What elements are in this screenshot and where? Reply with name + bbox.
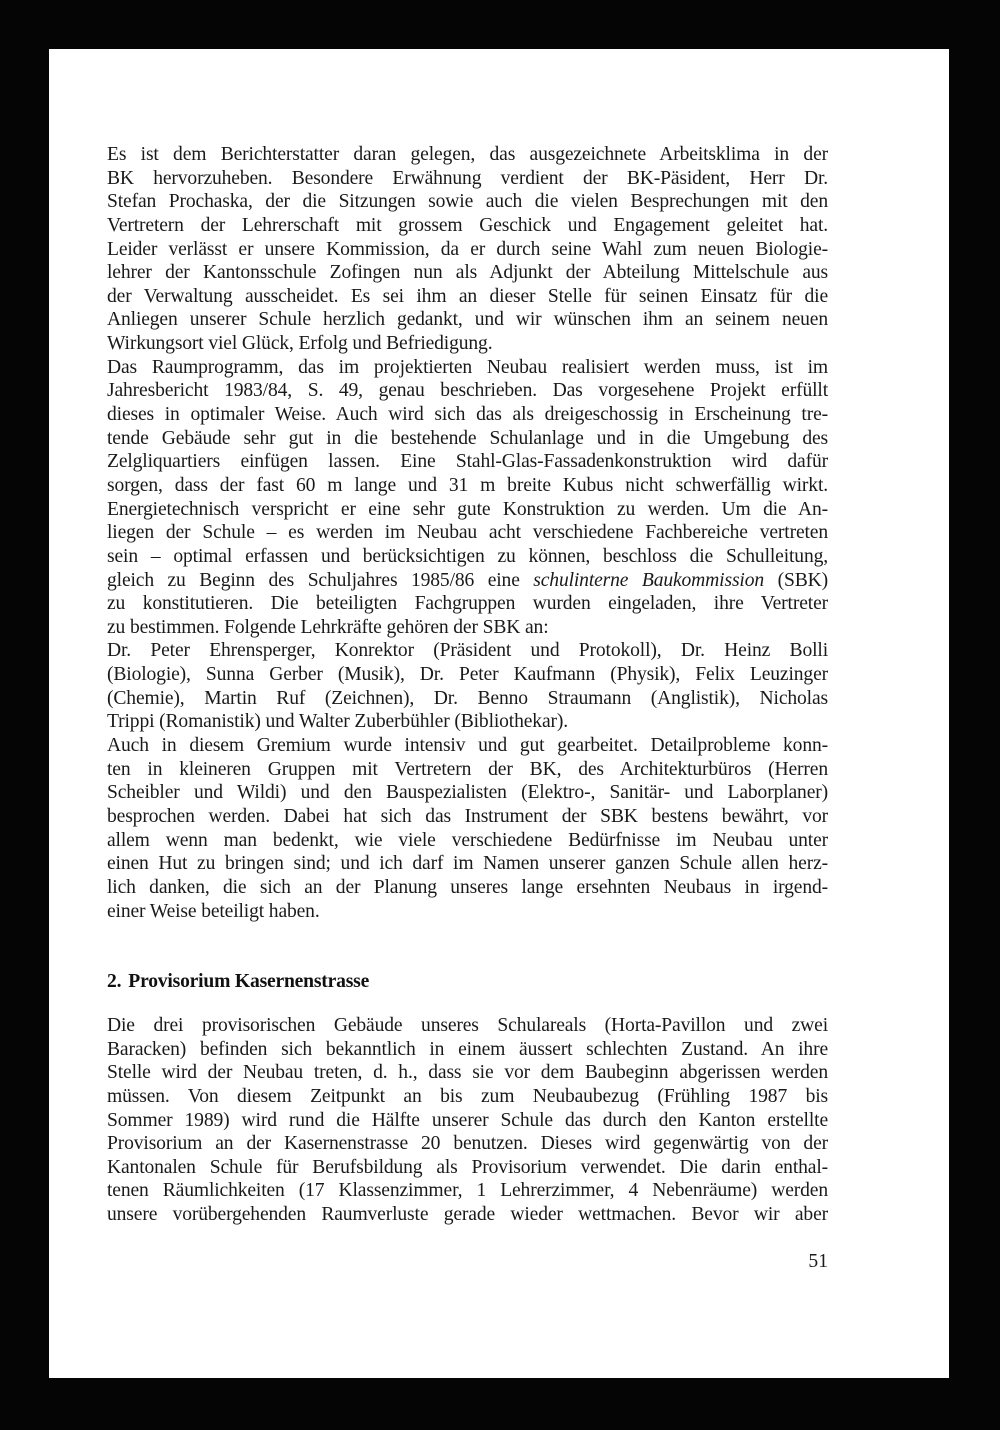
text-line: tenen Räumlichkeiten (17 Klassenzimmer, 1 Lehrerzimmer, 4 Nebenräume) werden — [107, 1180, 828, 1202]
text-line: sein – optimal erfassen und berücksichtigen zu können, beschloss die Schulleitung, — [107, 545, 828, 567]
section-heading — [107, 970, 369, 994]
text-line: Anliegen unserer Schule herzlich gedankt, und wir wünschen ihm an seinem neuen — [107, 309, 828, 331]
text-line: liegen der Schule – es werden im Neubau acht verschiedene Fachbereiche vertreten — [107, 522, 828, 544]
text-line: Vertretern der Lehrerschaft mit grossem Geschick und Engagement geleitet hat. — [107, 214, 828, 236]
document-page — [49, 49, 949, 1378]
text-line: Dr. Peter Ehrensperger, Konrektor (Präsident und Protokoll), Dr. Heinz Bolli — [107, 640, 828, 662]
text-line: BK hervorzuheben. Besondere Erwähnung verdient der BK-Päsident, Herr Dr. — [107, 167, 828, 189]
text-line-with-italic — [107, 569, 828, 593]
text-line: Stefan Prochaska, der die Sitzungen sowie auch die vielen Besprechungen mit den — [107, 191, 828, 213]
text-line: einen Hut zu bringen sind; und ich darf im Namen unserer ganzen Schule allen herz- — [107, 853, 828, 875]
text-line: müssen. Von diesem Zeitpunkt an bis zum Neubaubezug (Frühling 1987 bis — [107, 1085, 828, 1107]
text-line: zu konstitutieren. Die beteiligten Fachgruppen wurden eingeladen, ihre Vertreter — [107, 593, 828, 615]
text-line: Zelgliquartiers einfügen lassen. Eine Stahl-Glas-Fassadenkonstruktion wird dafür — [107, 451, 828, 473]
text-segment: gleich zu Beginn des Schuljahres 1985/86 eine — [107, 569, 534, 591]
text-line: Scheibler und Wildi) und den Bauspezialisten (Elektro-, Sanitär- und Laborplaner) — [107, 782, 828, 804]
text-line: ten in kleineren Gruppen mit Vertretern der BK, des Architekturbüros (Herren — [107, 758, 828, 780]
text-line: lich danken, die sich an der Planung unseres lange ersehnten Neubaus in irgend- — [107, 876, 828, 898]
text-line: Baracken) befinden sich bekanntlich in einem äussert schlechten Zustand. An ihre — [107, 1038, 828, 1060]
text-line: lehrer der Kantonsschule Zofingen nun als Adjunkt der Abteilung Mittelschule aus — [107, 262, 828, 284]
text-line: (Chemie), Martin Ruf (Zeichnen), Dr. Benno Straumann (Anglistik), Nicholas — [107, 687, 828, 709]
text-line: Kantonalen Schule für Berufsbildung als Provisorium verwendet. Die darin enthal- — [107, 1156, 828, 1178]
text-line: (Biologie), Sunna Gerber (Musik), Dr. Peter Kaufmann (Physik), Felix Leuzinger — [107, 664, 828, 686]
section-title: Provisorium Kasernenstrasse — [128, 971, 370, 992]
text-line: Trippi (Romanistik) und Walter Zuberbühler (Bibliothekar). — [107, 711, 568, 733]
text-line: Wirkungsort viel Glück, Erfolg und Befriedigung. — [107, 333, 493, 355]
text-line: zu bestimmen. Folgende Lehrkräfte gehören der SBK an: — [107, 616, 549, 638]
text-line: Jahresbericht 1983/84, S. 49, genau beschrieben. Das vorgesehene Projekt erfüllt — [107, 380, 828, 402]
text-line: einer Weise beteiligt haben. — [107, 900, 320, 922]
text-line: allem wenn man bedenkt, wie viele verschiedene Bedürfnisse im Neubau unter — [107, 829, 828, 851]
text-line: Das Raumprogramm, das im projektierten Neubau realisiert werden muss, ist im — [107, 356, 828, 378]
page-number: 51 — [808, 1251, 828, 1272]
body-text-block-1 — [107, 143, 828, 923]
text-line: unsere vorübergehenden Raumverluste gerade wieder wettmachen. Bevor wir aber — [107, 1204, 828, 1226]
text-line: Es ist dem Berichterstatter daran gelegen, das ausgezeichnete Arbeitsklima in der — [107, 144, 828, 165]
text-line: Sommer 1989) wird rund die Hälfte unserer Schule das durch den Kanton erstellte — [107, 1109, 828, 1131]
text-line: sorgen, dass der fast 60 m lange und 31 m breite Kubus nicht schwerfällig wirkt. — [107, 474, 828, 496]
text-line: tende Gebäude sehr gut in die bestehende Schulanlage und in die Umgebung des — [107, 427, 828, 449]
text-line: dieses in optimaler Weise. Auch wird sich das als dreigeschossig in Erscheinung tre- — [107, 404, 828, 426]
text-line: Die drei provisorischen Gebäude unseres Schulareals (Horta-Pavillon und zwei — [107, 1015, 828, 1036]
body-text-block-2 — [107, 1014, 828, 1227]
text-line: Stelle wird der Neubau treten, d. h., dass sie vor dem Baubeginn abgerissen werden — [107, 1062, 828, 1084]
text-line: der Verwaltung ausscheidet. Es sei ihm an dieser Stelle für seinen Einsatz für die — [107, 285, 828, 307]
text-line: Auch in diesem Gremium wurde intensiv und gut gearbeitet. Detailprobleme konn- — [107, 735, 828, 757]
text-line: Provisorium an der Kasernenstrasse 20 benutzen. Dieses wird gegenwärtig von der — [107, 1133, 828, 1155]
text-segment: (SBK) — [764, 569, 828, 591]
section-number: 2. — [107, 971, 122, 992]
italic-term: schulinterne Baukommission — [533, 569, 765, 591]
text-line: Leider verlässt er unsere Kommission, da er durch seine Wahl zum neuen Biologie- — [107, 238, 828, 260]
text-line: besprochen werden. Dabei hat sich das Instrument der SBK bestens bewährt, vor — [107, 805, 828, 827]
text-line: Energietechnisch verspricht er eine sehr gute Konstruktion zu werden. Um die An- — [107, 498, 828, 520]
